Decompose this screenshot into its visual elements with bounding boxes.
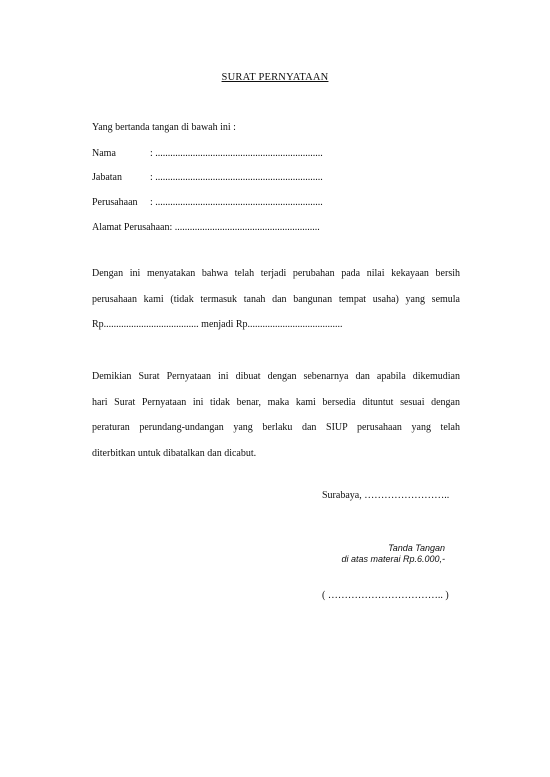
paragraph-line: Dengan ini menyatakan bahwa telah terjadi perubahan pada nilai kekayaan bersih [92,268,460,279]
paragraph-line: Demikian Surat Pernyataan ini dibuat dengan sebenarnya dan apabila dikemudian [92,371,460,382]
paragraph-statement [92,261,460,338]
field-label: Perusahaan [92,197,138,208]
paragraph-line: peraturan perundang-undangan yang berlaku dan SIUP perusahaan yang telah [92,422,460,433]
place-date: Surabaya, …………………….. [322,490,450,501]
signature-note-line: Tanda Tangan [388,543,445,553]
signature-name: ( …………………………….. ) [322,590,449,601]
paragraph-closing [92,364,460,466]
field-alamat-perusahaan [92,222,320,233]
field-perusahaan [92,197,323,208]
field-label: Jabatan [92,172,122,183]
field-label: Alamat Perusahaan: [92,222,173,233]
paragraph-line: diterbitkan untuk dibatalkan dan dicabut. [92,447,257,459]
signature-note [300,543,445,565]
document-title: SURAT PERNYATAAN [221,72,329,83]
field-value: : ................................................................... [150,197,323,208]
intro-text: Yang bertanda tangan di bawah ini : [92,122,236,133]
field-nama [92,148,323,159]
paragraph-line: Rp...................................... menjadi Rp...................................... [92,319,343,330]
field-value: .......................................................... [172,222,320,233]
signature-note-line: di atas materai Rp.6.000,- [341,554,445,564]
paragraph-line: hari Surat Pernyataan ini tidak benar, maka kami bersedia dituntut sesuai dengan [92,396,460,408]
field-label: Nama [92,148,116,159]
paragraph-line: perusahaan kami (tidak termasuk tanah dan bangunan tempat usaha) yang semula [92,293,460,305]
field-value: : ................................................................... [150,172,323,183]
field-value: : ................................................................... [150,148,323,159]
field-jabatan [92,172,323,183]
